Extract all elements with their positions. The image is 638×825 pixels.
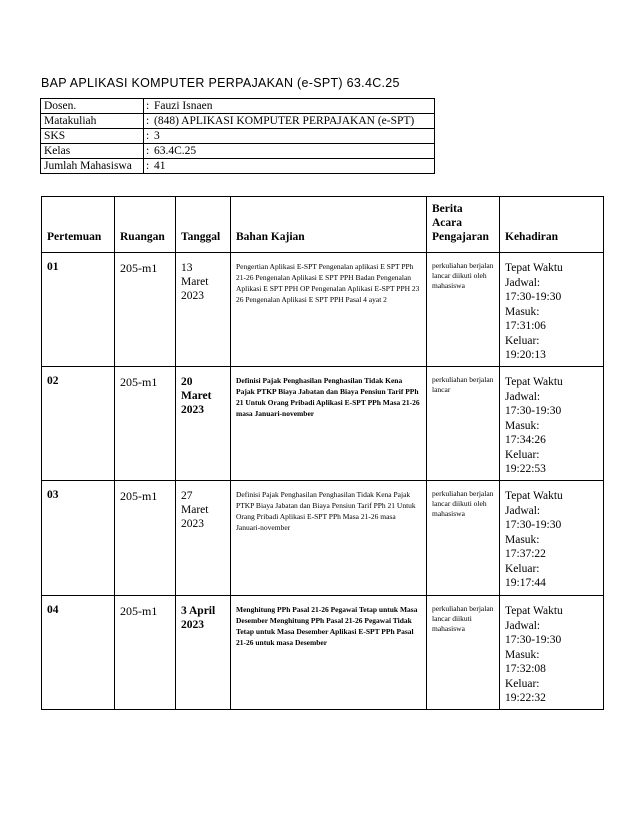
- info-colon: :: [144, 114, 152, 129]
- col-pertemuan: Pertemuan: [42, 197, 115, 253]
- kehadiran-jadwal-label: Jadwal:: [505, 276, 541, 289]
- col-ruangan: Ruangan: [115, 197, 176, 253]
- tanggal-line: 2023: [181, 290, 204, 302]
- info-row-kelas: [41, 144, 435, 159]
- kehadiran-cell: [500, 596, 604, 710]
- kehadiran-keluar-label: Keluar:: [505, 334, 540, 347]
- kehadiran-jadwal-label: Jadwal:: [505, 390, 541, 403]
- bahan-kajian-cell: Menghitung PPh Pasal 21-26 Pegawai Tetap untuk Masa Desember Menghitung PPh Pasal 21-26 Pegawai Tidak Tetap untuk Masa Desember Aplikasi E-SPT PPh Pasal 21-26 untuk masa Desember: [231, 596, 427, 710]
- kehadiran-jadwal: 17:30-19:30: [505, 634, 562, 646]
- kehadiran-jadwal: 17:30-19:30: [505, 519, 562, 531]
- tanggal-line: 3 April: [181, 605, 216, 617]
- kehadiran-masuk-label: Masuk:: [505, 419, 540, 432]
- kehadiran-jadwal: 17:30-19:30: [505, 405, 562, 417]
- info-row-jumlah-mahasiswa: [41, 159, 435, 174]
- kehadiran-keluar-label: Keluar:: [505, 448, 540, 461]
- table-header: [42, 197, 604, 253]
- bahan-kajian-cell: Definisi Pajak Penghasilan Penghasilan Tidak Kena Pajak PTKP Biaya Jabatan dan Biaya Pensiun Tarif PPh 21 Untuk Orang Pribadi Aplikasi E-SPT PPh Masa 21-26 masa Januari-november: [231, 367, 427, 481]
- tanggal-cell: [176, 253, 231, 367]
- table-row: [42, 596, 604, 710]
- kehadiran-cell: [500, 367, 604, 481]
- kehadiran-keluar: 19:20:13: [505, 349, 546, 361]
- tanggal-line: 2023: [181, 518, 204, 530]
- col-berita-line: Pengajaran: [432, 231, 489, 243]
- col-berita-line: Berita: [432, 203, 463, 215]
- kehadiran-status: Tepat Waktu: [505, 605, 563, 617]
- tanggal-cell: [176, 596, 231, 710]
- ruangan-cell: 205-m1: [115, 481, 176, 596]
- info-label: Matakuliah: [41, 114, 144, 129]
- document-title: BAP APLIKASI KOMPUTER PERPAJAKAN (e-SPT) 63.4C.25: [41, 76, 400, 90]
- kehadiran-jadwal-label: Jadwal:: [505, 504, 541, 517]
- kehadiran-status: Tepat Waktu: [505, 490, 563, 502]
- table-row: [42, 367, 604, 481]
- info-label: Dosen.: [41, 99, 144, 114]
- kehadiran-keluar-label: Keluar:: [505, 562, 540, 575]
- info-value: Fauzi Isnaen: [151, 99, 435, 114]
- info-colon: :: [144, 159, 152, 174]
- tanggal-cell: [176, 481, 231, 596]
- info-colon: :: [144, 144, 152, 159]
- ruangan-cell: 205-m1: [115, 253, 176, 367]
- kehadiran-masuk-label: Masuk:: [505, 305, 540, 318]
- tanggal-line: 13: [181, 262, 193, 274]
- kehadiran-jadwal-label: Jadwal:: [505, 619, 541, 632]
- kehadiran-masuk-label: Masuk:: [505, 533, 540, 546]
- table-row: [42, 481, 604, 596]
- info-row-sks: [41, 129, 435, 144]
- berita-acara-cell: perkuliahan berjalan lancar diikuti oleh mahasiswa: [427, 253, 500, 367]
- kehadiran-status: Tepat Waktu: [505, 262, 563, 274]
- bahan-kajian-cell: Pengertian Aplikasi E-SPT Pengenalan aplikasi E SPT PPh 21-26 Pengenalan Aplikasi E SPT PPH Badan Pengenalan Aplikasi E SPT PPH OP Pengenalan Aplikasi E-SPT PPH 23 26 Pengenalan Aplikasi E SPT PPH Pasal 4 ayat 2: [231, 253, 427, 367]
- berita-acara-cell: perkuliahan berjalan lancar diikuti mahasiswa: [427, 596, 500, 710]
- kehadiran-keluar: 19:17:44: [505, 577, 546, 589]
- tanggal-line: Maret: [181, 504, 209, 516]
- berita-acara-cell: perkuliahan berjalan lancar: [427, 367, 500, 481]
- table-row: [42, 253, 604, 367]
- ruangan-cell: 205-m1: [115, 367, 176, 481]
- pertemuan-cell: 02: [42, 367, 115, 481]
- pertemuan-cell: 03: [42, 481, 115, 596]
- tanggal-cell: [176, 367, 231, 481]
- info-value: 63.4C.25: [151, 144, 435, 159]
- kehadiran-masuk: 17:32:08: [505, 663, 546, 675]
- kehadiran-cell: [500, 253, 604, 367]
- pertemuan-cell: 04: [42, 596, 115, 710]
- tanggal-line: Maret: [181, 390, 212, 402]
- col-berita-acara: [427, 197, 500, 253]
- course-info-table: [40, 98, 435, 174]
- kehadiran-masuk-label: Masuk:: [505, 648, 540, 661]
- info-row-dosen: [41, 99, 435, 114]
- kehadiran-status: Tepat Waktu: [505, 376, 563, 388]
- tanggal-line: Maret: [181, 276, 209, 288]
- tanggal-line: 2023: [181, 619, 204, 631]
- ruangan-cell: 205-m1: [115, 596, 176, 710]
- col-tanggal: Tanggal: [176, 197, 231, 253]
- info-label: SKS: [41, 129, 144, 144]
- bahan-kajian-cell: Definisi Pajak Penghasilan Penghasilan Tidak Kena Pajak PTKP Biaya Jabatan dan Biaya Pensiun Tarif PPh 21 Untuk Orang Pribadi Aplikasi E-SPT PPh Masa 21-26 masa Januari-november: [231, 481, 427, 596]
- info-value: 41: [151, 159, 435, 174]
- info-row-matakuliah: [41, 114, 435, 129]
- col-kehadiran: Kehadiran: [500, 197, 604, 253]
- kehadiran-masuk: 17:34:26: [505, 434, 546, 446]
- tanggal-line: 20: [181, 376, 193, 388]
- tanggal-line: 2023: [181, 404, 204, 416]
- berita-acara-cell: perkuliahan berjalan lancar diikuti oleh mahasiswa: [427, 481, 500, 596]
- info-colon: :: [144, 129, 152, 144]
- kehadiran-masuk: 17:31:06: [505, 320, 546, 332]
- info-value: (848) APLIKASI KOMPUTER PERPAJAKAN (e-SPT): [151, 114, 435, 129]
- attendance-table: [41, 196, 604, 710]
- kehadiran-jadwal: 17:30-19:30: [505, 291, 562, 303]
- pertemuan-cell: 01: [42, 253, 115, 367]
- info-value: 3: [151, 129, 435, 144]
- info-colon: :: [144, 99, 152, 114]
- info-label: Kelas: [41, 144, 144, 159]
- kehadiran-keluar: 19:22:53: [505, 463, 546, 475]
- col-bahan-kajian: Bahan Kajian: [231, 197, 427, 253]
- col-berita-line: Acara: [432, 217, 463, 229]
- kehadiran-masuk: 17:37:22: [505, 548, 546, 560]
- kehadiran-keluar: 19:22:32: [505, 692, 546, 704]
- kehadiran-keluar-label: Keluar:: [505, 677, 540, 690]
- info-label: Jumlah Mahasiswa: [41, 159, 144, 174]
- kehadiran-cell: [500, 481, 604, 596]
- tanggal-line: 27: [181, 490, 193, 502]
